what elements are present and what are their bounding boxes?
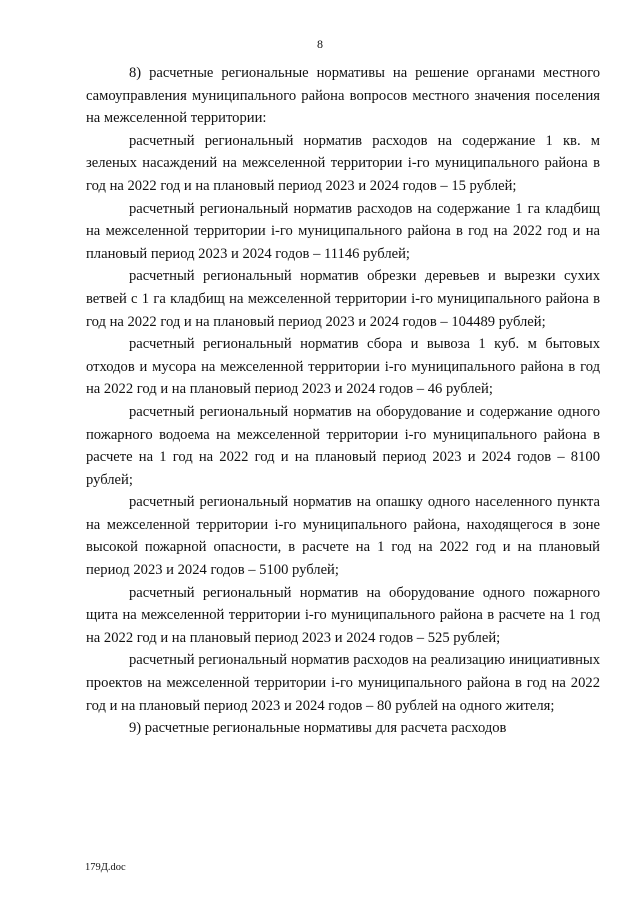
document-body [86,62,600,740]
paragraph-fire-shield: расчетный региональный норматив на оборудование одного пожарного щита на межселенной территории i-го муниципального района в расчете на 1 год на 2022 год и на плановый период 2023 и 2024 годов – 525 рублей; [86,584,600,646]
page-number: 8 [317,37,323,51]
paragraph-green-spaces: расчетный региональный норматив расходов на содержание 1 кв. м зеленых насаждений на межселенной территории i-го муниципального района в год на 2022 год и на плановый период 2023 и 2024 годов – 15 рублей; [86,132,600,194]
paragraph-initiative-projects: расчетный региональный норматив расходов на реализацию инициативных проектов на межселенной территории i-го муниципального района в год на 2022 год и на плановый период 2023 и 2024 годов – 80 рублей на одного жителя; [86,652,600,714]
paragraph-tree-pruning: расчетный региональный норматив обрезки деревьев и вырезки сухих ветвей с 1 га кладбищ на межселенной территории i-го муниципального района в год на 2022 год и на плановый период 2023 и 2024 годов – 104489 рублей; [86,268,600,330]
paragraph-item-8-heading: 8) расчетные региональные нормативы на решение органами местного самоуправления муниципального района вопросов местного значения поселения на межселенной территории: [86,65,600,127]
paragraph-item-9-heading: 9) расчетные региональные нормативы для расчета расходов [129,720,507,737]
paragraph-waste-removal: расчетный региональный норматив сбора и вывоза 1 куб. м бытовых отходов и мусора на межселенной территории i-го муниципального района в год на 2022 год и на плановый период 2023 и 2024 годов – 46 рублей; [86,336,600,398]
paragraph-cemeteries: расчетный региональный норматив расходов на содержание 1 га кладбищ на межселенной территории i-го муниципального района в год на 2022 год и на плановый период 2023 и 2024 годов – 11146 рублей; [86,200,600,262]
paragraph-plowing: расчетный региональный норматив на опашку одного населенного пункта на межселенной территории i-го муниципального района, находящегося в зоне высокой пожарной опасности, в расчете на 1 год на 2022 год и на плановый период 2023 и 2024 годов – 5100 рублей; [86,494,600,579]
paragraph-fire-pond: расчетный региональный норматив на оборудование и содержание одного пожарного водоема на межселенной территории i-го муниципального района в расчете на 1 год на 2022 год и на плановый период 2023 и 2024 годов – 8100 рублей; [86,403,600,488]
footer-filename: 179Д.doc [85,862,126,873]
